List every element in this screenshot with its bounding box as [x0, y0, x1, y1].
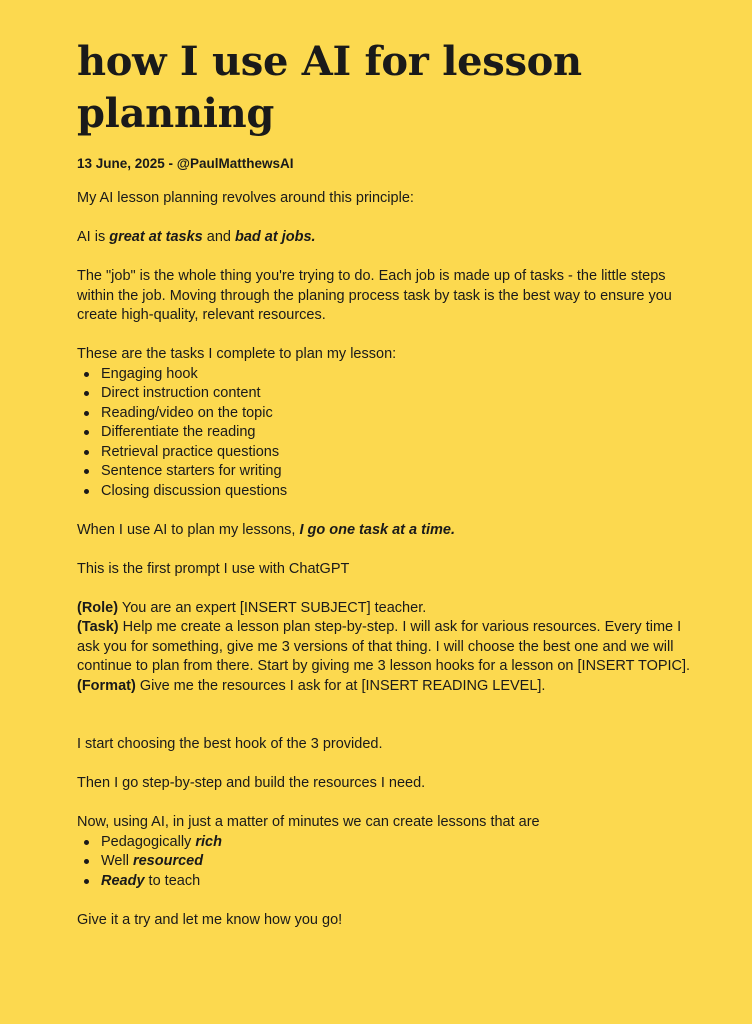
intro-paragraph: My AI lesson planning revolves around this principle: [77, 190, 414, 206]
benefit-emphasis: rich [195, 833, 222, 850]
benefit-post: to teach [144, 872, 201, 889]
list-item: Retrieval practice questions [101, 443, 692, 463]
list-item: Sentence starters for writing [101, 462, 692, 482]
byline: 13 June, 2025 - @PaulMatthewsAI [77, 156, 294, 171]
list-item: Differentiate the reading [101, 423, 692, 443]
list-item: Engaging hook [101, 365, 692, 385]
principle-jobs-phrase: bad at jobs. [234, 229, 316, 245]
first-prompt-intro: This is the first prompt I use with ChatGPT [77, 560, 350, 577]
list-item [101, 872, 692, 892]
list-item: Closing discussion questions [101, 482, 692, 502]
one-task-emphasis: I go one task at a time. [299, 521, 455, 538]
principle-pre: AI is [77, 229, 110, 245]
job-explanation-paragraph: The "job" is the whole thing you're trying to do. Each job is made up of tasks - the little steps within the job. Moving through the planing process task by task is the best way to ensure you create high-quality, relevant resources. [77, 268, 672, 323]
prompt-task [77, 618, 692, 677]
article-body [77, 189, 692, 930]
benefit-pre: Pedagogically [101, 833, 196, 850]
benefit-emphasis: Ready [101, 872, 145, 889]
list-item [101, 852, 692, 872]
prompt-block [77, 599, 692, 697]
principle-tasks-phrase: great at tasks [109, 229, 203, 245]
one-task-pre: When I use AI to plan my lessons, [77, 521, 300, 538]
step-by-step-paragraph: Then I go step-by-step and build the resources I need. [77, 775, 426, 791]
prompt-role [77, 599, 692, 619]
benefit-emphasis: resourced [132, 853, 204, 869]
tasks-list [77, 365, 692, 502]
prompt-role-text: You are an expert [INSERT SUBJECT] teacher. [118, 599, 427, 616]
list-item: Reading/video on the topic [101, 404, 692, 424]
one-task-paragraph [77, 521, 692, 541]
now-using-paragraph: Now, using AI, in just a matter of minutes we can create lessons that are [77, 814, 540, 830]
page-title: how I use AI for lesson planning [77, 38, 582, 137]
benefit-pre: Well [101, 853, 133, 869]
benefits-list [77, 833, 692, 892]
prompt-format [77, 677, 692, 697]
prompt-role-label: (Role) [77, 599, 119, 616]
tasks-intro: These are the tasks I complete to plan my lesson: [77, 346, 397, 362]
start-choosing-paragraph: I start choosing the best hook of the 3 provided. [77, 736, 383, 752]
prompt-format-text: Give me the resources I ask for at [INSERT READING LEVEL]. [135, 677, 546, 694]
prompt-task-text: Help me create a lesson plan step-by-step. I will ask for various resources. Every time I ask you for something, give me 3 versions of that thing. I will choose the best one and we will continue to plan from there. Start by giving me 3 lesson hooks for a lesson on [INSERT TOPIC]. [77, 619, 691, 674]
prompt-format-label: (Format) [77, 677, 136, 694]
principle-mid: and [202, 229, 235, 245]
list-item: Direct instruction content [101, 384, 692, 404]
principle-paragraph [77, 228, 692, 248]
closing-paragraph: Give it a try and let me know how you go! [77, 911, 343, 928]
prompt-task-label: (Task) [77, 619, 119, 635]
list-item [101, 833, 692, 853]
